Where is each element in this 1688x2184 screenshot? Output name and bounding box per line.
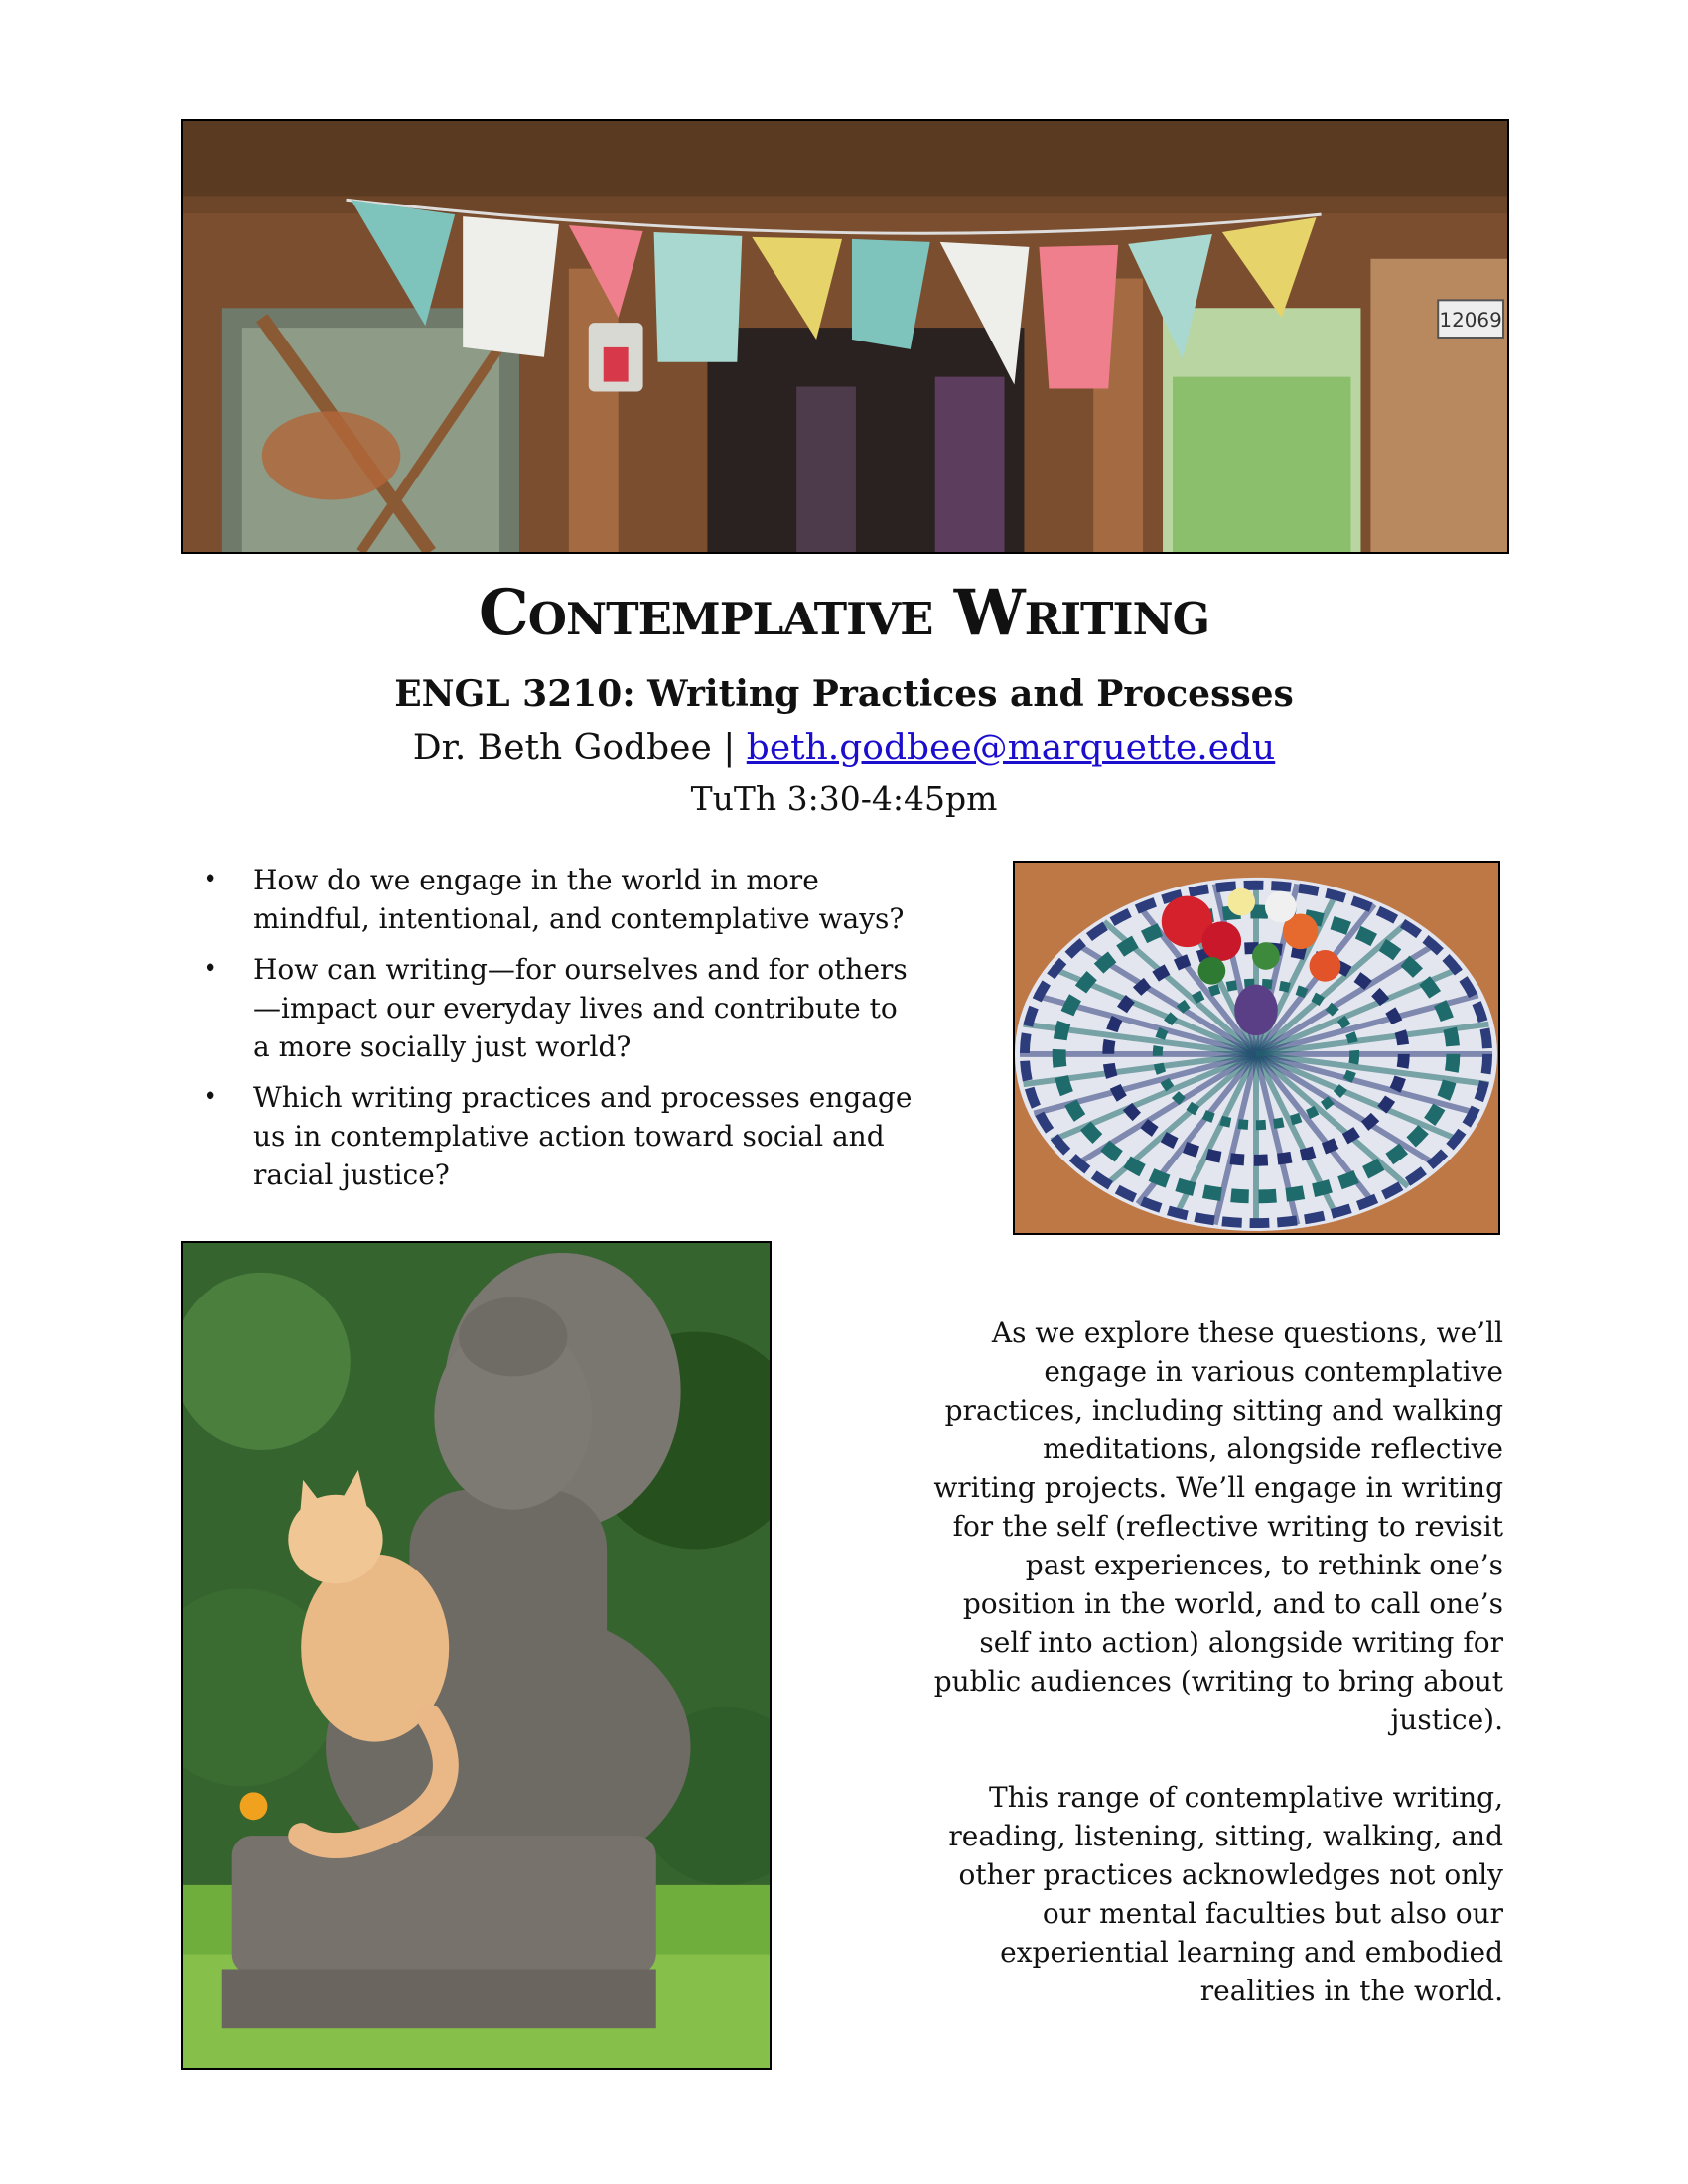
email-link[interactable]: beth.godbee@marquette.edu <box>746 728 1276 768</box>
question-text: How can writing—for ourselves and for others—impact our everyday lives and contribute to a more socially just world? <box>253 953 908 1063</box>
instructor-name: Dr. Beth Godbee | <box>412 728 747 768</box>
question-text: How do we engage in the world in more mindful, intentional, and contemplative ways? <box>253 864 905 935</box>
page-title: Contemplative Writing <box>478 576 1210 650</box>
bullet-icon: • <box>203 865 218 894</box>
course-subtitle: ENGL 3210: Writing Practices and Processes <box>394 673 1294 715</box>
description-paragraph: As we explore these questions, we’ll engage in various contemplative practices, including sitting and walking meditations, alongside reflective writing projects. We’ll engage in writing for the self (reflective writing to revisit past experiences, to rethink one’s position in the world, and to call one’s self into action) alongside writing for public audiences (writing to bring about justice). <box>933 1316 1503 1736</box>
list-item <box>199 950 914 1066</box>
question-text: Which writing practices and processes engage us in contemplative action toward social and racial justice? <box>253 1081 913 1191</box>
question-list <box>199 861 914 1206</box>
bullet-icon: • <box>203 954 218 984</box>
buddha-cat-photo <box>181 1241 772 2070</box>
class-schedule: TuTh 3:30-4:45pm <box>690 779 998 818</box>
mandala-photo <box>1013 861 1500 1235</box>
instructor-line <box>0 728 1688 768</box>
course-description <box>933 1313 1503 2010</box>
bullet-icon: • <box>203 1082 218 1112</box>
banner-house-number: 12069 <box>1439 309 1502 333</box>
list-item <box>199 861 914 938</box>
description-paragraph: This range of contemplative writing, reading, listening, sitting, walking, and other practices acknowledges not only our mental faculties but also our experiential learning and embodied realities in the world. <box>948 1781 1503 2007</box>
list-item <box>199 1078 914 1194</box>
banner-photo-prayer-flags <box>181 119 1509 554</box>
